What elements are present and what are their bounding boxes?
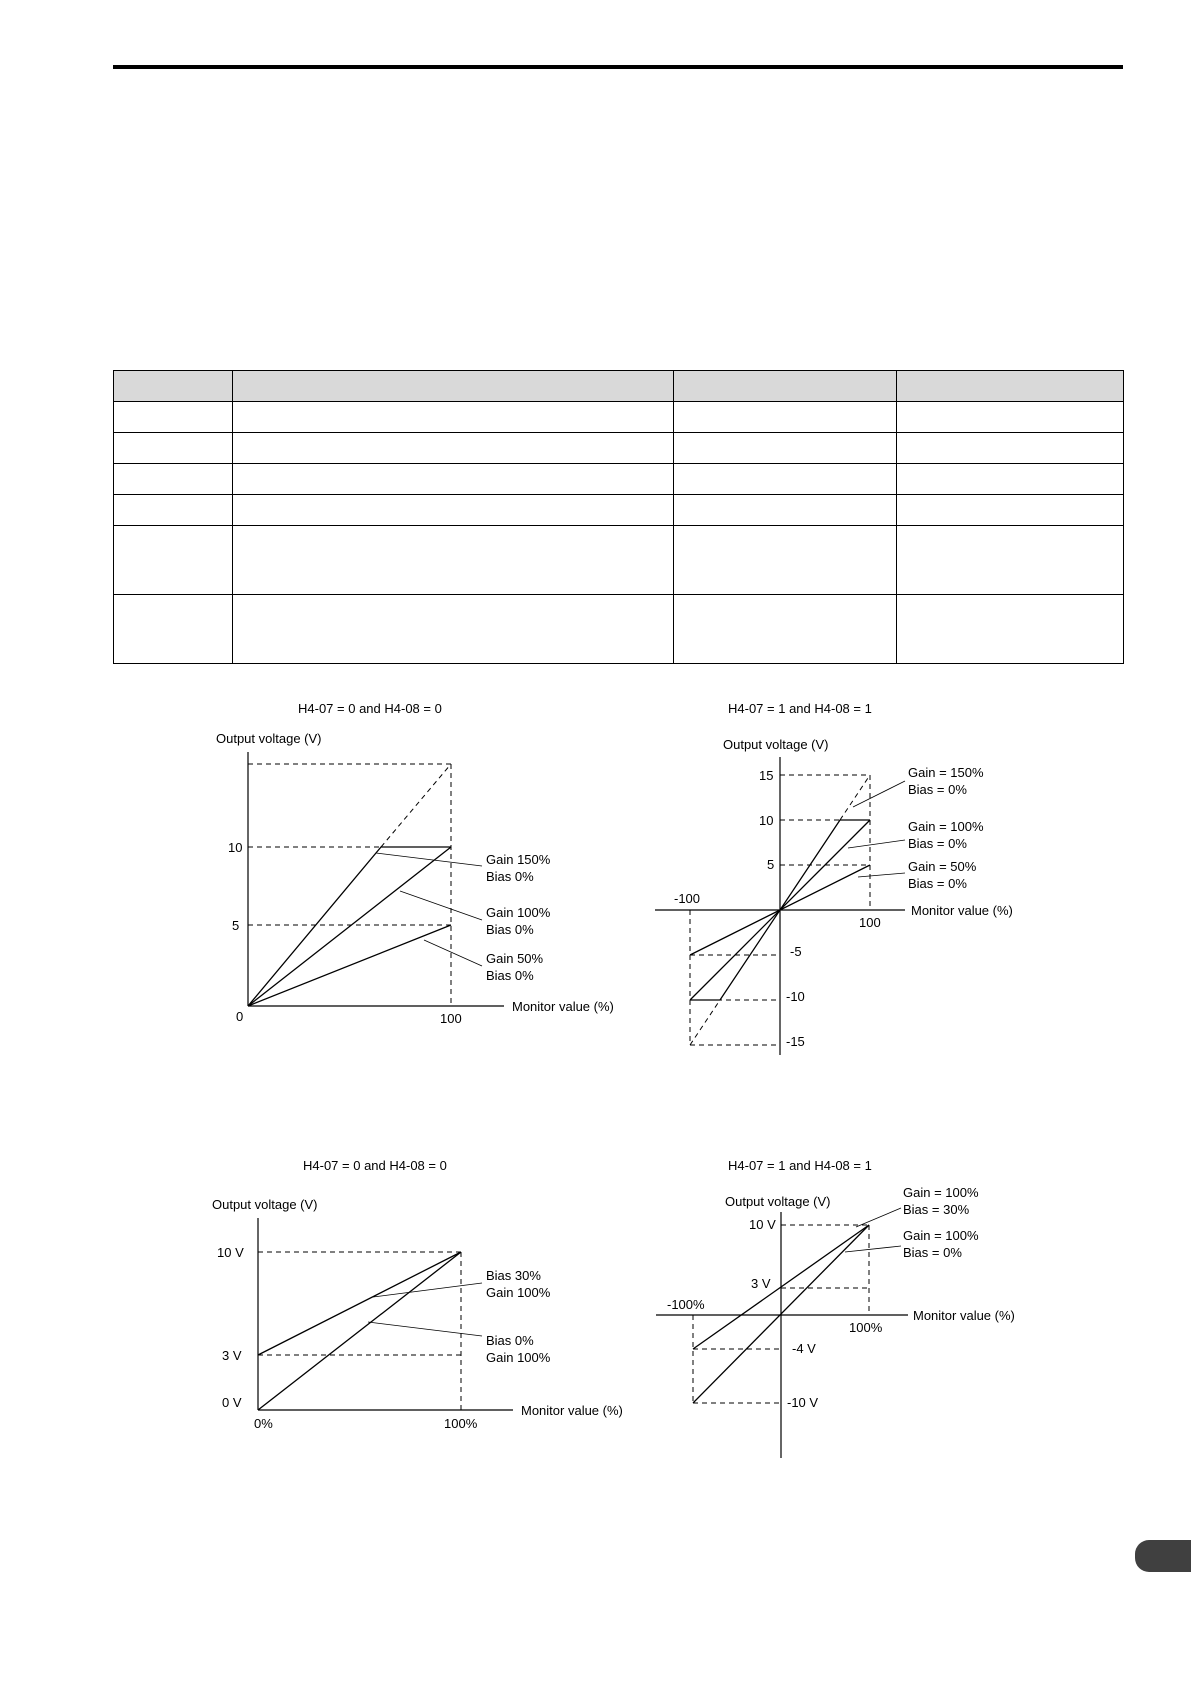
gain-lines	[248, 847, 451, 1006]
y-tick-label: -15	[786, 1034, 805, 1049]
y-tick-label: 10	[759, 813, 774, 828]
line-gain-50	[248, 925, 451, 1006]
series-label: Bias = 30%	[903, 1202, 970, 1217]
series-label: Gain = 100%	[903, 1185, 979, 1200]
x-axis-label: Monitor value (%)	[521, 1403, 623, 1418]
y-axis-label: Output voltage (V)	[216, 731, 322, 746]
series-label: Gain 50%	[486, 951, 544, 966]
series-label: Bias 0%	[486, 922, 534, 937]
figure-title: H4-07 = 1 and H4-08 = 1	[728, 1158, 872, 1173]
series-label: Gain 150%	[486, 852, 551, 867]
figure-unipolar-bias	[212, 1158, 623, 1431]
y-axis-label: Output voltage (V)	[723, 737, 829, 752]
series-label: Bias 0%	[486, 869, 534, 884]
x-tick-label: 100%	[444, 1416, 478, 1431]
x-axis-label: Monitor value (%)	[911, 903, 1013, 918]
series-label: Gain 100%	[486, 1285, 551, 1300]
y-tick-label: 10 V	[749, 1217, 776, 1232]
series-label: Gain = 100%	[908, 819, 984, 834]
figure-unipolar-gain	[216, 701, 614, 1026]
series-label: Gain 100%	[486, 905, 551, 920]
x-tick-label: -100%	[667, 1297, 705, 1312]
y-axis-label: Output voltage (V)	[725, 1194, 831, 1209]
y-tick-label: -4 V	[792, 1341, 816, 1356]
y-tick-label: -10 V	[787, 1395, 819, 1410]
y-tick-label: 10 V	[217, 1245, 244, 1260]
y-tick-label: 5	[767, 857, 775, 872]
x-axis-label: Monitor value (%)	[913, 1308, 1015, 1323]
series-label: Gain = 50%	[908, 859, 977, 874]
figure-bipolar-bias	[656, 1158, 1015, 1458]
series-label: Gain = 100%	[903, 1228, 979, 1243]
line-gain-100	[248, 847, 451, 1006]
y-tick-label: 5	[232, 918, 240, 933]
series-label: Bias = 0%	[908, 876, 967, 891]
x-tick-label: 100	[859, 915, 881, 930]
line-bias-0	[258, 1252, 461, 1410]
series-label: Bias = 0%	[903, 1245, 962, 1260]
leader-lines	[845, 1208, 901, 1252]
y-axis-label: Output voltage (V)	[212, 1197, 318, 1212]
x-tick-label: 100	[440, 1011, 462, 1026]
y-tick-label: 3 V	[222, 1348, 242, 1363]
series-label: Bias = 0%	[908, 782, 967, 797]
bias-lines	[258, 1252, 461, 1410]
figure-bipolar-gain	[655, 701, 1013, 1055]
y-tick-label: 10	[228, 840, 243, 855]
x-tick-label: 100%	[849, 1320, 883, 1335]
series-label: Bias 0%	[486, 968, 534, 983]
x-tick-label: 0%	[254, 1416, 273, 1431]
y-tick-label: 3 V	[751, 1276, 771, 1291]
series-label: Bias = 0%	[908, 836, 967, 851]
figure-title: H4-07 = 0 and H4-08 = 0	[298, 701, 442, 716]
y-tick-label: 0 V	[222, 1395, 242, 1410]
y-tick-label: -5	[790, 944, 802, 959]
x-axis-label: Monitor value (%)	[512, 999, 614, 1014]
figure-title: H4-07 = 1 and H4-08 = 1	[728, 701, 872, 716]
figure-title: H4-07 = 0 and H4-08 = 0	[303, 1158, 447, 1173]
y-tick-label: 15	[759, 768, 774, 783]
line-bias-30	[258, 1252, 461, 1355]
series-label: Gain 100%	[486, 1350, 551, 1365]
series-label: Gain = 150%	[908, 765, 984, 780]
x-tick-label: -100	[674, 891, 701, 906]
chapter-tab	[1135, 1540, 1191, 1572]
series-label: Bias 0%	[486, 1333, 534, 1348]
origin-label: 0	[236, 1009, 244, 1024]
y-tick-label: -10	[786, 989, 805, 1004]
series-label: Bias 30%	[486, 1268, 541, 1283]
